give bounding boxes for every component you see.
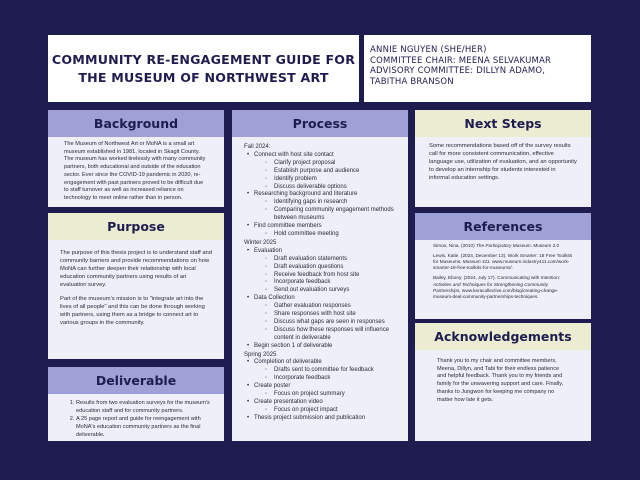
next-steps-panel	[415, 110, 591, 207]
acknowledgements-heading: Acknowledgements	[415, 323, 591, 350]
process-substep-list	[254, 199, 396, 223]
process-step	[254, 415, 396, 423]
process-substep: ◦ Discuss deliverable options	[274, 184, 396, 192]
process-substep: ◦ Drafts sent to committee for feedback	[274, 367, 396, 375]
purpose-heading: Purpose	[48, 213, 224, 240]
process-substep: ◦ Establish purpose and audience	[274, 168, 396, 176]
process-substep-list	[254, 407, 396, 415]
process-step	[254, 359, 396, 383]
process-substep: ◦ Incorporate feedback	[274, 279, 396, 287]
author-box	[364, 35, 591, 102]
process-step-list	[244, 152, 396, 239]
process-step	[254, 383, 396, 399]
deliverable-item: 1. Results from two evaluation surveys for the museum's education staff and for community partners.	[76, 400, 212, 415]
process-substep-list	[254, 231, 396, 239]
process-substep-list	[254, 256, 396, 296]
process-step-text: Researching background and literature	[254, 191, 358, 198]
process-season-label: Winter 2025	[244, 239, 277, 246]
process-season-label: Spring 2025	[244, 351, 277, 358]
references-heading: References	[415, 213, 591, 240]
poster-title-line-1: COMMUNITY RE-ENGAGEMENT GUIDE FOR	[51, 51, 356, 67]
acknowledgements-panel	[415, 323, 591, 441]
process-substep: ◦ Send out evaluation surveys	[274, 287, 396, 295]
next-steps-text: Some recommendations based off of the survey results call for more consistent communication, effective language use, utilization of evaluation, and an opportunity to develop an internship for students interested in informal education settings.	[429, 143, 577, 181]
process-substep: ◦ Focus on project impact	[274, 407, 396, 415]
process-step	[254, 191, 396, 223]
references-list	[415, 240, 591, 307]
process-substep-list	[254, 391, 396, 399]
process-substep: ◦ Draft evaluation questions	[274, 264, 396, 272]
author-name: ANNIE NGUYEN (SHE/HER)	[370, 45, 487, 55]
title-box	[48, 35, 359, 102]
process-step-text: Completion of deliverable	[254, 359, 322, 366]
process-substep: ◦ Identifying gaps in research	[274, 199, 396, 207]
process-step-text: Create poster	[254, 383, 291, 390]
deliverable-heading: Deliverable	[48, 367, 224, 394]
next-steps-heading: Next Steps	[415, 110, 591, 137]
reference-before: Bailey, Ebony. (2024, July 17). Communicating with Intention:	[433, 275, 560, 281]
process-substep: ◦ Discuss what gaps are seen in responses	[274, 319, 396, 327]
process-step-list	[244, 248, 396, 351]
reference-italic: Activities and Techniques for Strengthening Community Partnerships,	[433, 281, 548, 293]
reference-after: www.museum.industry411.com/work-smarter-18-free-toolkits-for-museums/.	[433, 259, 570, 271]
reference-entry	[433, 275, 573, 299]
deliverable-list	[66, 400, 212, 440]
reference-before: Lewis, Katie. (2024, December 13). Work Smarter: 18 Free Toolkits for Museums.	[433, 253, 573, 265]
process-step-text: Thesis project submission and publication	[254, 414, 366, 421]
process-substep: ◦ Draft evaluation statements	[274, 256, 396, 264]
process-substep: ◦ Discuss how these responses will influence content in deliverable	[274, 327, 396, 343]
reference-entry	[433, 243, 573, 249]
process-substep-list	[254, 303, 396, 343]
process-panel	[232, 110, 408, 441]
advisory-committee-cont: TABITHA BRANSON	[370, 76, 454, 87]
process-step-text: Find committee members	[254, 223, 322, 230]
process-substep: ◦ Identify problem	[274, 176, 396, 184]
committee-chair: COMMITTEE CHAIR: MEENA SELVAKUMAR	[370, 55, 552, 66]
process-timeline	[232, 137, 408, 429]
process-season-label: Fall 2024:	[244, 144, 271, 150]
reference-entry	[433, 253, 573, 271]
deliverable-panel	[48, 367, 224, 441]
process-substep: ◦ Gather evaluation responses	[274, 303, 396, 311]
process-step	[254, 152, 396, 192]
process-heading: Process	[232, 110, 408, 137]
background-text: The Museum of Northwest Art or MoNA is a small art museum established in 1981, located in Skagit County. The museum has worked tirelessly with many community partners, both educational and outside of the education sector. Ever since the COVID-19 pandemic in 2020, re-engagement with past partners proved to be difficult due to staff turnover as well as increased reliance on technology to meet online rather than in person.	[64, 141, 206, 202]
process-substep: ◦ Share responses with host site	[274, 311, 396, 319]
reference-before: Simon, Nina. (2010)	[433, 243, 476, 248]
purpose-paragraph: Part of the museum's mission is to "integrate art into the lives of all people" and this can be done through working with partners, using them as a bridge to connect art to various groups in the community.	[60, 295, 205, 326]
process-substep: ◦ Receive feedback from host site	[274, 272, 396, 280]
poster-title	[52, 51, 355, 86]
process-substep-list	[254, 367, 396, 383]
process-step	[254, 223, 396, 239]
process-step	[254, 248, 396, 295]
reference-italic: The Participatory Museum.	[476, 243, 533, 248]
reference-after: www.keracollective.com/blog/creating-change-museum-deal-community-partnerships-techniques.	[433, 287, 559, 299]
process-step	[254, 295, 396, 342]
background-heading: Background	[48, 110, 224, 137]
reference-after: Museum 2.0	[532, 243, 560, 248]
purpose-paragraph: The purpose of this thesis project is to understand staff and community barriers and provide recommendations on how MoNA can further deepen their relationship with local education community partners using results of an evaluation survey.	[60, 250, 212, 288]
process-step-text: Connect with host site contact	[254, 151, 334, 158]
process-step	[254, 399, 396, 415]
process-step-list	[244, 359, 396, 422]
advisory-committee: ADVISORY COMMITTEE: DILLYN ADAMO,	[370, 66, 546, 77]
process-step-text: Begin section 1 of deliverable	[254, 342, 333, 349]
deliverable-item: 2. A 25 page report and guide for reengagement with MoNA's education community partners as the final deliverable.	[76, 416, 212, 439]
process-substep: ◦ Focus on project summary	[274, 391, 396, 399]
process-step-text: Evaluation	[254, 247, 283, 254]
process-substep: ◦ Hold committee meeting	[274, 231, 396, 239]
reference-italic: Museum 411.	[462, 259, 491, 265]
process-substep: ◦ Clarify project proposal	[274, 160, 396, 168]
process-substep: ◦ Comparing community engagement methods between museums	[274, 207, 396, 223]
acknowledgements-text: Thank you to my chair and committee members, Meena, Dillyn, and Tabi for their endless patience and helpful feedback. Thank you to my friends and family for the unwavering support and care. Finally, thanks to Jungwon for keeping me company no matter how late it gets.	[437, 358, 564, 403]
poster-title-line-2: THE MUSEUM OF NORTHWEST ART	[78, 69, 329, 85]
background-panel	[48, 110, 224, 207]
process-substep: ◦ Incorporate feedback	[274, 375, 396, 383]
process-step	[254, 343, 396, 351]
references-panel	[415, 213, 591, 319]
purpose-panel	[48, 213, 224, 359]
process-step-text: Data Collection	[254, 295, 295, 302]
process-substep-list	[254, 160, 396, 192]
process-step-text: Create presentation video	[254, 399, 323, 405]
